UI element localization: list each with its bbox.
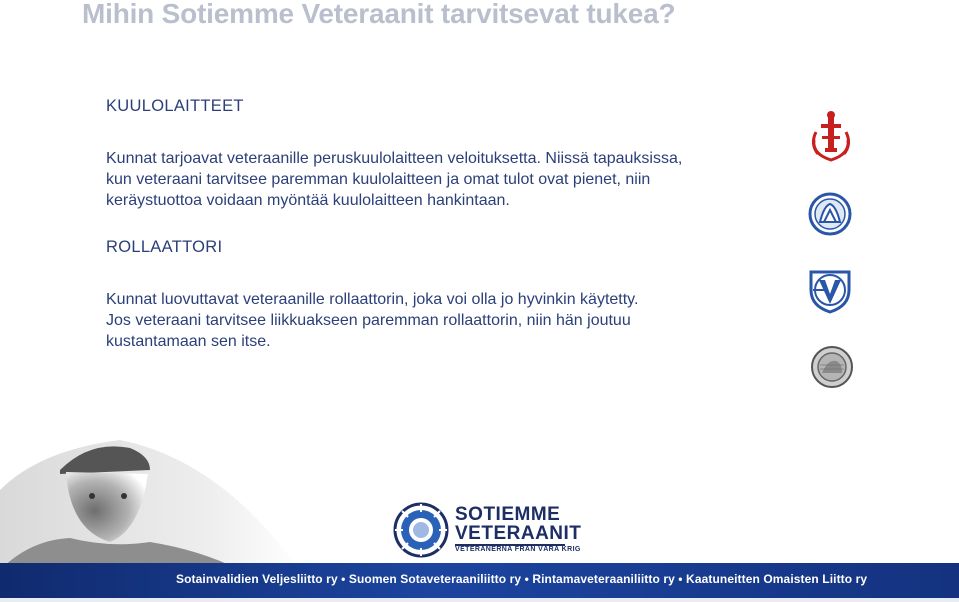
body-line: kun veteraani tarvitsee paremman kuulolaitteen ja omat tulot ovat pienet, niin: [106, 171, 651, 188]
body-line: keräystuottoa voidaan myöntää kuulolaitteen hankintaan.: [106, 192, 510, 209]
body-line: Kunnat luovuttavat veteraanille rollaattorin, joka voi olla jo hyvinkin käytetty.: [106, 291, 639, 308]
footer-organizations-text: Sotainvalidien Veljesliitto ry • Suomen Sotaveteraaniliitto ry • Rintamaveteraaniliitto ry • Kaatuneitten Omaisten Liitto ry: [176, 572, 868, 586]
sotiemme-veteraanit-logo: [393, 500, 582, 562]
section-body-kuulolaitteet: [106, 148, 682, 211]
body-line: Jos veteraani tarvitsee liikkuakseen paremman rollaattorin, niin hän joutuu: [106, 312, 631, 329]
logo-text-veteraanit: VETERAANIT: [455, 523, 582, 544]
footer-bar: [0, 563, 959, 598]
blue-v-shield-emblem: [807, 266, 853, 314]
body-line: kustantamaan sen itse.: [106, 333, 271, 350]
logo-text-sotiemme: SOTIEMME: [455, 504, 561, 525]
grey-medal-emblem: [810, 345, 854, 389]
logo-ring-icon: [393, 502, 449, 558]
section-heading-kuulolaitteet: KUULOLAITTEET: [106, 97, 244, 115]
section-heading-rollaattori: ROLLAATTORI: [106, 238, 223, 256]
soldier-portrait-image: [0, 430, 300, 570]
bottom-strip: [0, 598, 959, 602]
logo-tagline: VETERANERNA FRÅN VÅRA KRIG: [455, 546, 581, 553]
red-sword-wreath-emblem: [806, 110, 856, 162]
section-body-rollaattori: [106, 289, 638, 352]
slide-title: Mihin Sotiemme Veteraanit tarvitsevat tukea?: [82, 0, 676, 29]
blue-circle-emblem: [808, 192, 852, 236]
body-line: Kunnat tarjoavat veteraanille peruskuulolaitteen veloituksetta. Niissä tapauksissa,: [106, 150, 683, 167]
